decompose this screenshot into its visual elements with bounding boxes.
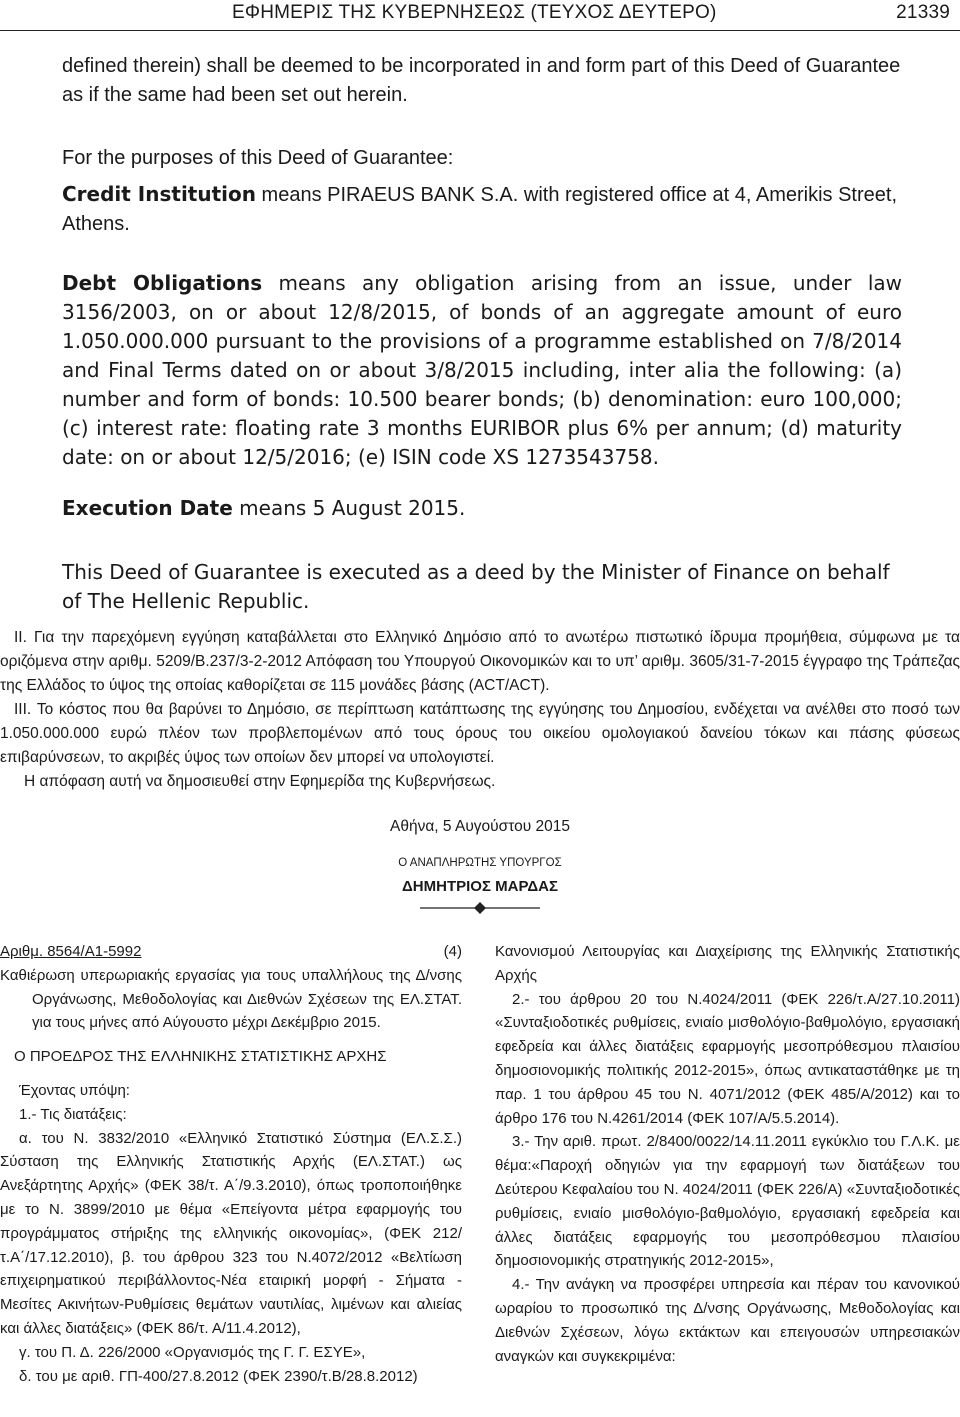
greek-decision-body	[0, 626, 960, 794]
place-date: Αθήνα, 5 Αυγούστου 2015	[390, 818, 570, 835]
regulation-continuation: Κανονισμού Λειτουργίας και Διαχείρισης της Ελληνικής Στατιστικής Αρχής	[495, 943, 960, 984]
provision-c: γ. του Π. Δ. 226/2000 «Οργανισμός της Γ. Γ. ΕΣΥΕ»,	[19, 1343, 366, 1361]
greek-para-iii: III. Το κόστος που θα βαρύνει το Δημόσιο, σε περίπτωση κατάπτωσης της εγγύησης του Δημοσίου, ενδέχεται να ανέλθει στο ποσό των 1.050.000.000 ευρώ πλέον των προβλεπομένων από τους όρους του οικείου ομολογιακού δανείου τόκων και πάσης φύσεως επιβαρύνσεων, το ακριβές ύψος των οποίων δεν μπορεί να υπολογιστεί.	[0, 701, 960, 766]
header-rule	[0, 30, 960, 31]
debt-obligations-text: means any obligation arising from an issue, under law 3156/2003, on or about 12/8/2015, of bonds of an aggregate amount of euro 1.050.000.000 pursuant to the provisions of a programme established on 7/8/2014 and Final Terms dated on or about 3/8/2015 including, inter alia the following: (a) number and form of bonds: 10.500 bearer bonds; (b) denomination: euro 100,000; (c) interest rate: floating rate 3 months EURIBOR plus 6% per annum; (d) maturity date: on or about 12/5/2016; (e) ISIN code XS 1273543758.	[62, 271, 902, 469]
decision-ordinal: (4)	[443, 943, 462, 960]
provision-d: δ. του με αριθ. ΓΠ-400/27.8.2012 (ΦΕΚ 2390/τ.Β/28.8.2012)	[19, 1367, 418, 1385]
execution-date-term: Execution Date	[62, 496, 233, 520]
left-column	[0, 940, 462, 1388]
english-para-incorporation: defined therein) shall be deemed to be incorporated in and form part of this Deed of Guarantee as if the same had been set out herein.	[62, 55, 901, 106]
right-column	[495, 940, 960, 1368]
section-separator-diamond	[420, 901, 540, 915]
greek-publish-order: Η απόφαση αυτή να δημοσιευθεί στην Εφημερίδα της Κυβερνήσεως.	[24, 773, 496, 790]
provisions-item-1: 1.- Τις διατάξεις:	[19, 1105, 127, 1123]
credit-institution-text: means PIRAEUS BANK S.A. with registered office at 4, Amerikis Street, Athens.	[62, 184, 897, 235]
execution-date-text: means 5 August 2015.	[232, 496, 466, 520]
gazette-title: ΕΦΗΜΕΡΙΣ ΤΗΣ ΚΥΒΕΡΝΗΣΕΩΣ (ΤΕΥΧΟΣ ΔΕΥΤΕΡΟ)	[232, 2, 717, 23]
signatory-role: Ο ΑΝΑΠΛΗΡΩΤΗΣ ΥΠΟΥΡΓΟΣ	[398, 857, 562, 869]
greek-para-ii: II. Για την παρεχόμενη εγγύηση καταβάλλεται στο Ελληνικό Δημόσιο από το ανωτέρω πιστωτικό ίδρυμα προμήθεια, σύμφωνα με τα οριζόμενα στην αριθμ. 5209/Β.237/3-2-2012 Απόφαση του Υπουργού Οικονομικών και το υπ’ αριθμ. 3605/31-7-2015 έγγραφο της Τράπεζας της Ελλάδος το ύψος της οποίας καθορίζεται σε 115 μονάδες βάσης (ACT/ACT).	[0, 629, 960, 694]
credit-institution-term: Credit Institution	[62, 182, 256, 206]
provision-a: α. του Ν. 3832/2010 «Ελληνικό Στατιστικό Σύστημα (ΕΛ.Σ.Σ.) Σύσταση της Ελληνικής Στατιστικής Αρχής (ΕΛ.ΣΤΑΤ.) ως Ανεξάρτητης Αρχής» (ΦΕΚ 38/τ. Α΄/9.3.2010), όπως τροποποιήθηκε με το Ν. 3899/2010 με θέμα «Επείγοντα μέτρα εφαρμογής του προγράμματος στήριξης της ελληνικής οικονομίας», (ΦΕΚ 212/τ.Α΄/17.12.2010), β. του άρθρου 323 του Ν.4072/2012 «Βελτίωση επιχειρηματικού περιβάλλοντος-Νέα εταιρική μορφή - Σήματα - Μεσίτες Ακινήτων-Ρυθμίσεις θεμάτων ναυτιλίας, λιμένων και αλιείας και άλλες διατάξεις» (ΦΕΚ 86/τ. Α/11.4.2012),	[0, 1129, 462, 1337]
page-header	[0, 2, 960, 30]
execution-date-definition	[62, 494, 902, 523]
english-para-purposes: For the purposes of this Deed of Guarantee:	[62, 147, 454, 169]
debt-obligations-term: Debt Obligations	[62, 271, 263, 295]
credit-institution-definition	[62, 180, 902, 239]
issuing-authority: Ο ΠΡΟΕΔΡΟΣ ΤΗΣ ΕΛΛΗΝΙΚΗΣ ΣΤΑΤΙΣΤΙΚΗΣ ΑΡΧΗΣ	[14, 1048, 387, 1066]
signatory-name: ΔΗΜΗΤΡΙΟΣ ΜΑΡΔΑΣ	[402, 878, 558, 895]
debt-obligations-definition	[62, 269, 902, 472]
provisions-item-4: 4.- Την ανάγκη να προσφέρει υπηρεσία και πέραν του κανονικού ωραρίου το προσωπικό της Δ/νσης Οργάνωσης, Μεθοδολογίας και Διεθνών Σχέσεων, λόγω εκτάκτων και επειγουσών υπηρεσιακών αναγκών και συγκεκριμένα:	[495, 1276, 960, 1365]
english-final-statement: This Deed of Guarantee is executed as a deed by the Minister of Finance on behalf of The Hellenic Republic.	[62, 560, 890, 613]
provisions-item-2: 2.- του άρθρου 20 του Ν.4024/2011 (ΦΕΚ 226/τ.Α/27.10.2011) «Συνταξιοδοτικές ρυθμίσεις, ενιαίο μισθολόγιο-βαθμολόγιο, εργασιακή εφεδρεία και άλλες διατάξεις εφαρμογής μεσοπρόθεσμου πλαισίου δημοσιονομικής πολιτικής 2012-2015», όπως αντικαταστάθηκε με τη παρ. 1 του άρθρου 45 του Ν. 4071/2012 (ΦΕΚ 485/Α/2012) και το άρθρο 176 του Ν.4261/2014 (ΦΕΚ 107/Α/5.5.2014).	[495, 990, 960, 1127]
decision-reference	[0, 940, 462, 964]
page-number: 21339	[896, 2, 950, 23]
decision-title: Καθιέρωση υπερωριακής εργασίας για τους υπαλλήλους της Δ/νσης Οργάνωσης, Μεθοδολογίας και Διεθνών Σχέσεων της ΕΛ.ΣΤΑΤ. για τους μήνες από Αύγουστο μέχρι Δεκέμβριο 2015.	[0, 966, 462, 1032]
provisions-item-3: 3.- Την αριθ. πρωτ. 2/8400/0022/14.11.2011 εγκύκλιο του Γ.Λ.Κ. με θέμα:«Παροχή οδηγιών για την εφαρμογή των διατάξεων του Δεύτερου Κεφαλαίου του Ν. 4024/2011 (ΦΕΚ 226/Α) «Συνταξιοδοτικές ρυθμίσεις, ενιαίο μισθολόγιο-βαθμολόγιο, εργασιακή εφεδρεία και άλλες διατάξεις εφαρμογής του μεσοπρόθεσμου πλαισίου δημοσιονομικής στρατηγικής 2012-2015»,	[495, 1133, 960, 1270]
having-in-mind: Έχοντας υπόψη:	[19, 1081, 130, 1099]
decision-ref-number: Αριθμ. 8564/Α1-5992	[0, 943, 142, 960]
